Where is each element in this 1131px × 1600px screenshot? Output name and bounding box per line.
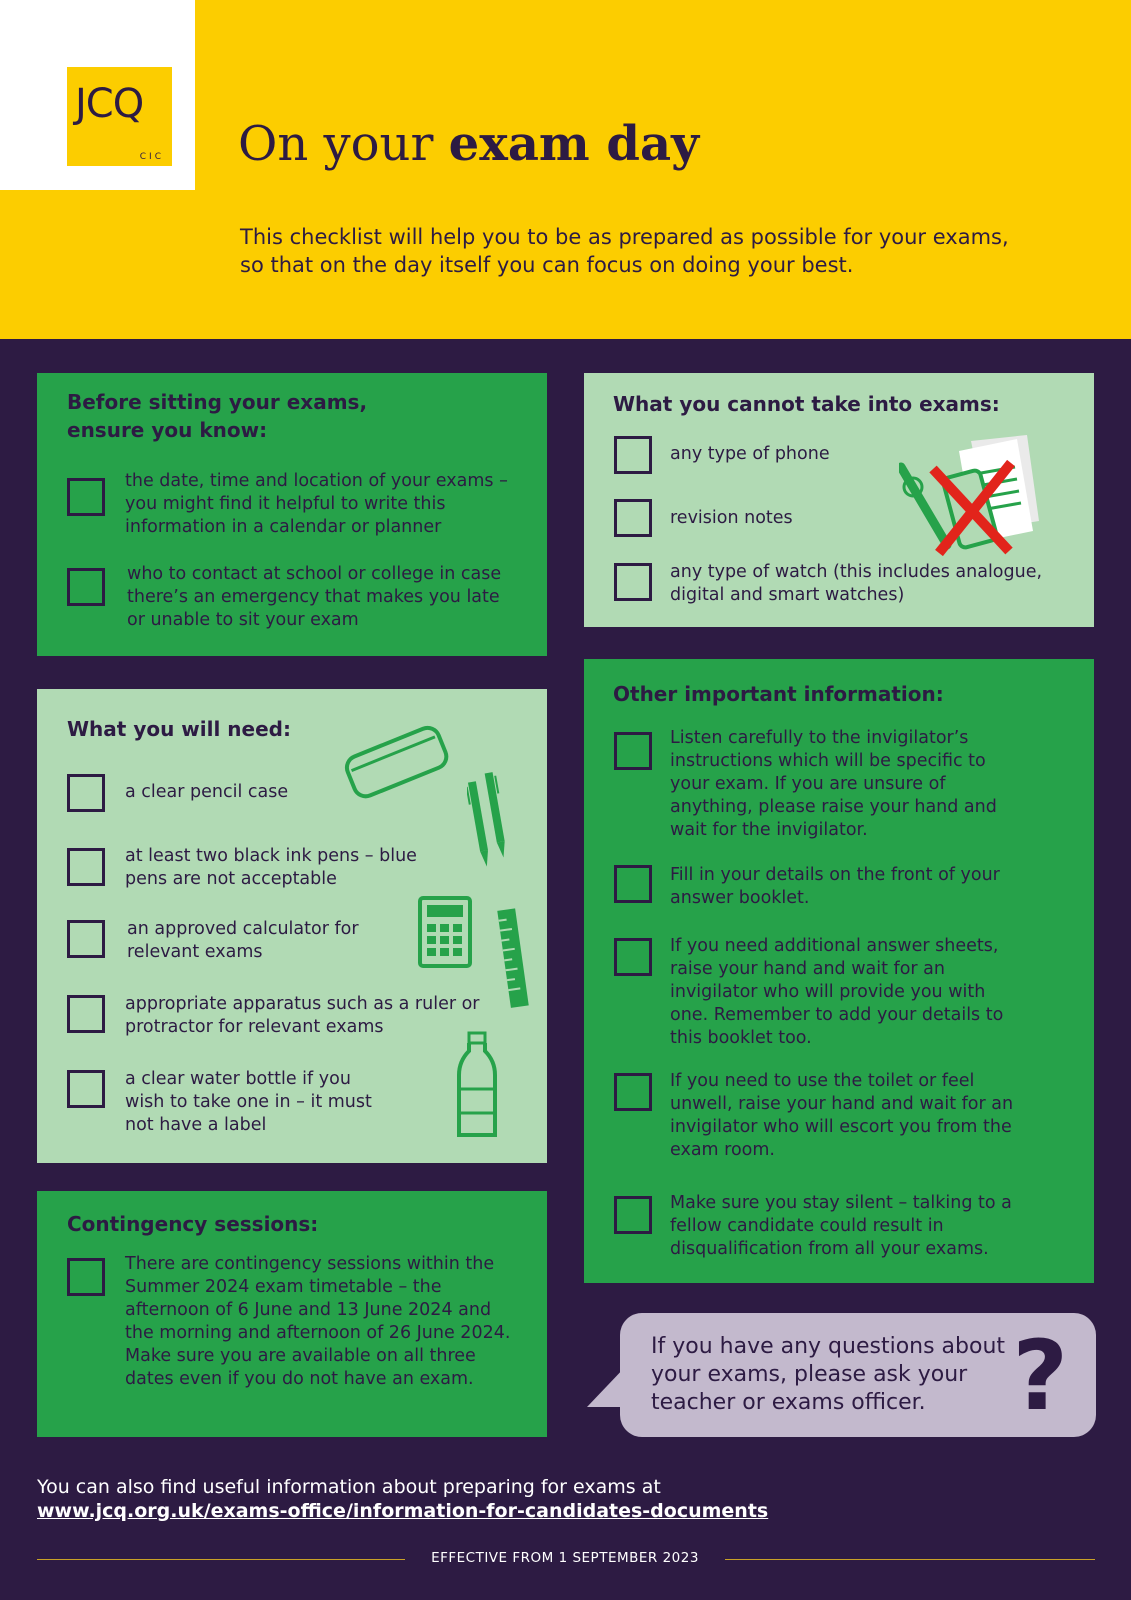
effective-date: EFFECTIVE FROM 1 SEPTEMBER 2023 [431, 1550, 699, 1566]
need-heading: What you will need: [67, 717, 291, 741]
before-heading-line1: Before sitting your exams, [67, 390, 368, 414]
page-title [238, 116, 699, 172]
checkbox[interactable] [614, 499, 652, 537]
checkbox[interactable] [67, 1070, 105, 1108]
other-panel [584, 659, 1094, 1283]
no-phone-notes-icon [899, 433, 1049, 563]
jcq-logo[interactable] [67, 67, 172, 166]
water-bottle-icon [455, 1031, 499, 1141]
questions-text: If you have any questions about your exams, please ask your teacher or exams officer. [651, 1334, 1006, 1415]
checkbox[interactable] [67, 995, 105, 1033]
need-panel [37, 689, 547, 1163]
checkbox[interactable] [67, 774, 105, 812]
contingency-panel [37, 1191, 547, 1437]
other-item-3: If you need additional answer sheets, raise your hand and wait for an invigilator who will provide you with one. Remember to add your details to this booklet too. [670, 936, 1004, 1048]
other-item-4: If you need to use the toilet or feel unwell, raise your hand and wait for an invigilator who will escort you from the exam room. [670, 1071, 1014, 1160]
cannot-heading: What you cannot take into exams: [613, 392, 1000, 416]
checkbox[interactable] [614, 1196, 652, 1234]
pencil-case-icon [342, 723, 452, 803]
need-item-2: at least two black ink pens – blue pens are not acceptable [125, 846, 417, 889]
contingency-item-1: There are contingency sessions within the Summer 2024 exam timetable – the afternoon of 6 June and 13 June 2024 and the morning and afternoon of 26 June 2024. Make sure you are available on all three dates even if you do not have an exam. [125, 1254, 511, 1389]
checkbox[interactable] [614, 1073, 652, 1111]
cannot-item-2: revision notes [670, 508, 793, 528]
checkbox[interactable] [67, 920, 105, 958]
question-mark-icon: ? [1012, 1320, 1068, 1432]
pens-icon [467, 771, 517, 871]
checkbox[interactable] [614, 732, 652, 770]
checkbox[interactable] [614, 938, 652, 976]
checkbox[interactable] [67, 478, 105, 516]
checkbox[interactable] [67, 568, 105, 606]
title-regular: On your [238, 116, 449, 172]
jcq-candidates-link[interactable]: www.jcq.org.uk/exams-office/information-for-candidates-documents [37, 1500, 769, 1522]
other-item-5: Make sure you stay silent – talking to a fellow candidate could result in disqualification from all your exams. [670, 1193, 1012, 1259]
checkbox[interactable] [67, 1258, 105, 1296]
ruler-icon [492, 907, 536, 1009]
need-item-4: appropriate apparatus such as a ruler or protractor for relevant exams [125, 994, 480, 1037]
other-item-1: Listen carefully to the invigilator’s instructions which will be specific to your exam. If you are unsure of anything, please raise your hand and wait for the invigilator. [670, 728, 997, 840]
intro-text: This checklist will help you to be as prepared as possible for your exams, so that on the day itself you can focus on doing your best. [240, 225, 1009, 277]
before-heading-line2: ensure you know: [67, 418, 268, 442]
logo-subtext: CIC [139, 152, 164, 162]
need-item-5: a clear water bottle if you wish to take one in – it must not have a label [125, 1069, 372, 1135]
before-item-2: who to contact at school or college in case there’s an emergency that makes you late or unable to sit your exam [127, 564, 502, 630]
cannot-item-1: any type of phone [670, 444, 830, 464]
checkbox[interactable] [614, 563, 652, 601]
before-item-1: the date, time and location of your exams – you might find it helpful to write this information in a calendar or planner [125, 471, 508, 537]
title-bold: exam day [448, 116, 699, 172]
cannot-panel [584, 373, 1094, 627]
before-panel [37, 373, 547, 656]
checkbox[interactable] [67, 848, 105, 886]
other-heading: Other important information: [613, 682, 944, 706]
contingency-heading: Contingency sessions: [67, 1212, 319, 1236]
logo-text: JCQ [75, 81, 144, 127]
cannot-item-3: any type of watch (this includes analogue, digital and smart watches) [670, 562, 1043, 605]
need-item-1: a clear pencil case [125, 782, 289, 802]
header [0, 0, 1131, 339]
before-heading [67, 388, 367, 444]
other-item-2: Fill in your details on the front of your answer booklet. [670, 865, 1000, 908]
checkbox[interactable] [614, 865, 652, 903]
footer-text: You can also find useful information about preparing for exams at [37, 1476, 661, 1498]
calculator-icon [418, 896, 472, 968]
footer-rule-left [37, 1559, 405, 1560]
checkbox[interactable] [614, 436, 652, 474]
footer-rule-right [725, 1559, 1095, 1560]
logo-area [0, 0, 195, 190]
need-item-3: an approved calculator for relevant exams [127, 919, 359, 962]
questions-bubble [620, 1313, 1096, 1437]
